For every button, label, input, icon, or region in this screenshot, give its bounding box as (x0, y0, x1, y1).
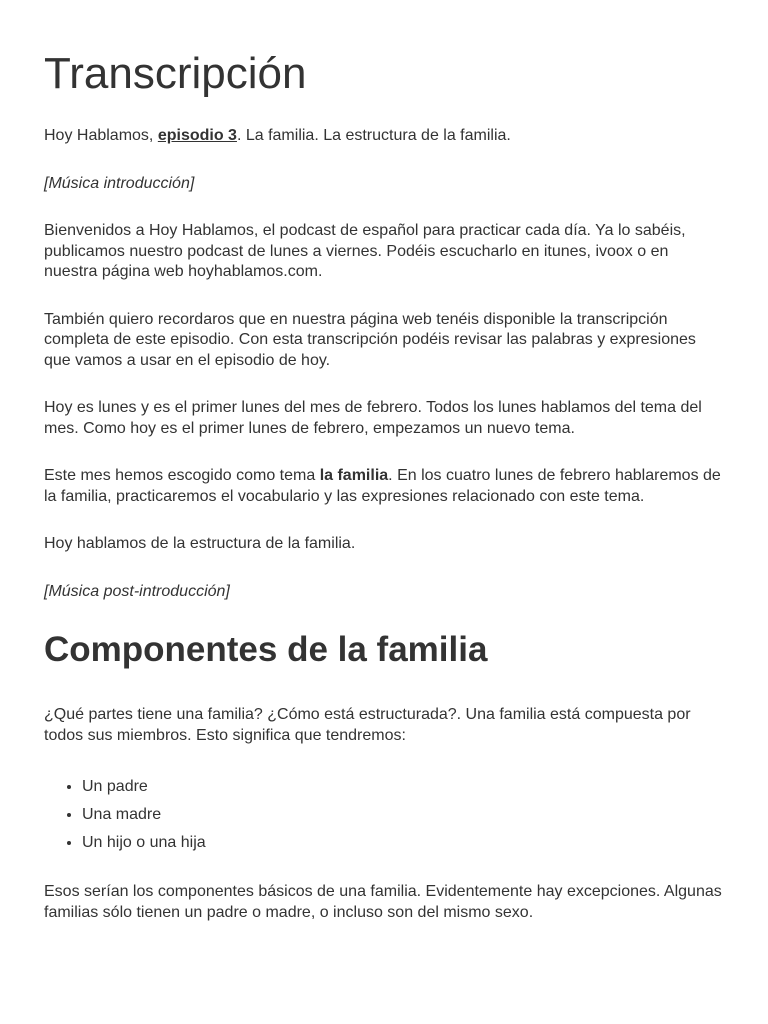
intro-paragraph (44, 126, 724, 147)
theme-paragraph (44, 466, 724, 507)
structure-paragraph: Hoy hablamos de la estructura de la familia. (44, 535, 356, 552)
music-intro-note (44, 174, 724, 195)
music-intro-text: [Música introducción] (44, 174, 195, 192)
list-item: • Un padre (82, 773, 724, 801)
list-item: • Un hijo o una hija (82, 829, 724, 857)
list-item: • Una madre (82, 801, 724, 829)
section-heading: Componentes de la familia (44, 630, 488, 669)
monday-paragraph: Hoy es lunes y es el primer lunes del mes de febrero. Todos los lunes hablamos del tema del mes. Como hoy es el primer lunes de febrero, empezamos un nuevo tema. (44, 399, 702, 437)
music-post-note (44, 582, 724, 603)
question-paragraph: ¿Qué partes tiene una familia? ¿Cómo está estructurada?. Una familia está compuesta por todos sus miembros. Esto significa que tendremos: (44, 706, 691, 744)
closing-paragraph: Esos serían los componentes básicos de una familia. Evidentemente hay excepciones. Algunas familias sólo tienen un padre o madre, o incluso son del mismo sexo. (44, 883, 722, 921)
theme-suffix: . En los cuatro lunes de febrero hablaremos de la familia, practicaremos el vocabulario y las expresiones relacionado con este tema. (44, 467, 721, 505)
intro-prefix: Hoy Hablamos, (44, 127, 158, 144)
music-post-text: [Música post-introducción] (44, 582, 230, 600)
episode-link[interactable]: episodio 3 (157, 127, 237, 144)
transcription-paragraph: También quiero recordaros que en nuestra página web tenéis disponible la transcripción completa de este episodio. Con esta transcripción podéis revisar las palabras y expresiones que vamos a usar en el episodio de hoy. (44, 310, 696, 369)
theme-bold: la familia (319, 467, 389, 484)
members-list (44, 773, 724, 857)
theme-prefix: Este mes hemos escogido como tema (44, 467, 320, 484)
welcome-paragraph: Bienvenidos a Hoy Hablamos, el podcast de español para practicar cada día. Ya lo sabéis, publicamos nuestro podcast de lunes a viernes. Podéis escucharlo en itunes, ivoox o en nuestra página web hoyhablamos.com. (44, 222, 686, 280)
intro-suffix: . La familia. La estructura de la familia. (236, 127, 511, 144)
page-title: Transcripción (44, 49, 307, 98)
